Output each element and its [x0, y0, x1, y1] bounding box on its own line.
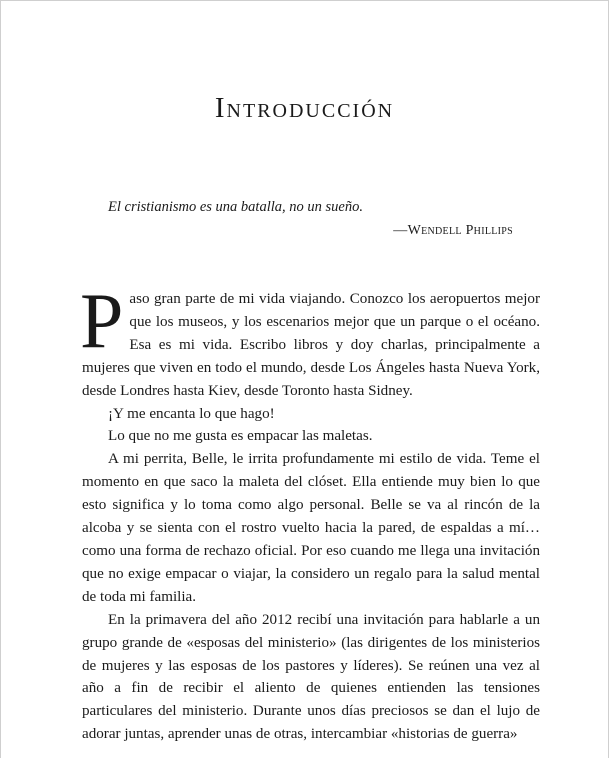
- paragraph-2: ¡Y me encanta lo que hago!: [108, 405, 275, 422]
- paragraph-3: Lo que no me gusta es empacar las maletas.: [108, 428, 373, 445]
- epigraph: [108, 196, 513, 242]
- body-text: [80, 277, 540, 746]
- epigraph-author: —Wendell Phillips: [393, 223, 513, 238]
- epigraph-quote: El cristianismo es una batalla, no un sueño.: [108, 199, 363, 215]
- paragraph-5: En la primavera del año 2012 recibí una invitación para hablarle a un grupo grande de «esposas del ministerio» (las dirigentes de los ministerios de mujeres y las esposas de los pastores y líderes). Se reúnen una vez al año a fin de recibir el aliento de quienes entienden las tensiones particulares del ministerio. Durante unos días preciosos se dan el lujo de adorar juntas, aprender unas de otras, intercambiar «historias de guerra»: [82, 611, 540, 743]
- paragraph-1-text: aso gran parte de mi vida viajando. Conozco los aeropuertos mejor que los museos, y los escenarios mejor que un parque o el océano. Esa es mi vida. Escribo libros y doy charlas, principalmente a mujeres que viven en todo el mundo, desde Los Ángeles hasta Nueva York, desde Londres hasta Kiev, desde Toronto hasta Sidney.: [82, 291, 540, 399]
- drop-cap: P: [80, 277, 124, 364]
- paragraph-4: A mi perrita, Belle, le irrita profundamente mi estilo de vida. Teme el momento en que saco la maleta del clóset. Ella entiende muy bien lo que esto significa y lo toma como algo personal. Belle se va al rincón de la alcoba y se sienta con el rostro vuelto hacia la pared, de espaldas a mí… como una forma de rechazo oficial. Por eso cuando me llega una invitación que no exige empacar o viajar, la considero un regalo para la salud mental de toda mi familia.: [82, 451, 540, 605]
- chapter-title: Introducción: [214, 92, 395, 124]
- paragraph-1: [80, 277, 540, 403]
